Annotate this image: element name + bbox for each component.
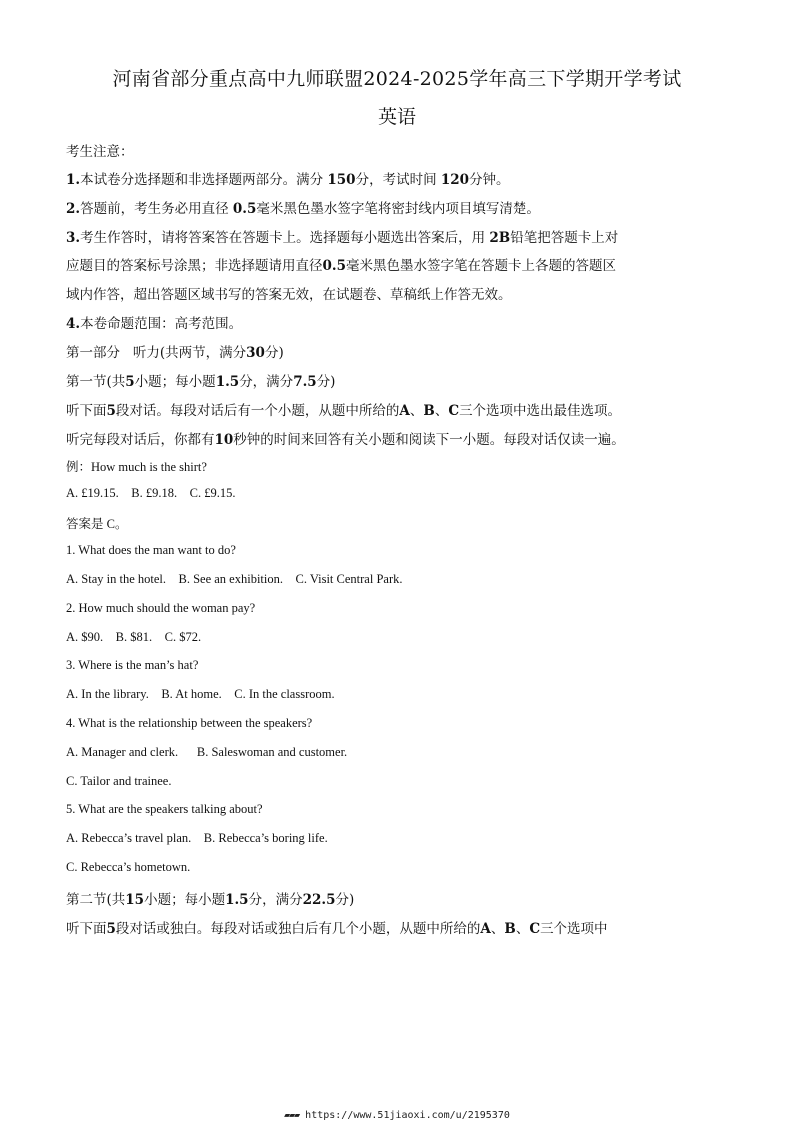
part1-heading: 第一部分 听力(共两节，满分30分): [66, 345, 284, 361]
note-1: 1.本试卷分选择题和非选择题两部分。满分 150分，考试时间 120分钟。: [66, 172, 510, 188]
note-3-cont: 应题目的答案标号涂黑；非选择题请用直径0.5毫米黑色墨水签字笔在答题卡上各题的答题区: [66, 258, 616, 274]
site-logo-icon: ▰▰▰: [284, 1110, 300, 1121]
section1-instructions-1: 听下面5段对话。每段对话后有一个小题，从题中所给的A、B、C三个选项中选出最佳选项。: [66, 403, 622, 419]
section1-instructions-2: 听完每段对话后，你都有10秒钟的时间来回答有关小题和阅读下一小题。每段对话仅读一遍。: [66, 432, 625, 448]
footer-watermark: [0, 1110, 794, 1121]
note-3-end: 域内作答，超出答题区域书写的答案无效，在试题卷、草稿纸上作答无效。: [66, 287, 512, 303]
footer-url[interactable]: https://www.51jiaoxi.com/u/2195370: [305, 1110, 510, 1121]
question-3: 3. Where is the man’s hat?: [66, 658, 199, 672]
example-options: A. £19.15. B. £9.18. C. £9.15.: [66, 486, 236, 500]
section1-heading: 第一节(共5小题；每小题1.5分，满分7.5分): [66, 374, 336, 390]
question-2-options: A. $90. B. $81. C. $72.: [66, 630, 202, 644]
question-2: 2. How much should the woman pay?: [66, 601, 256, 615]
question-4: 4. What is the relationship between the speakers?: [66, 716, 313, 730]
note-2: 2.答题前，考生务必用直径 0.5毫米黑色墨水签字笔将密封线内项目填写清楚。: [66, 201, 540, 217]
question-1: 1. What does the man want to do?: [66, 543, 236, 557]
question-4-options: A. Manager and clerk. B. Saleswoman and customer.: [66, 745, 348, 759]
exam-title: 河南省部分重点高中九师联盟2024-2025学年高三下学期开学考试: [112, 68, 682, 90]
note-3: 3.考生作答时，请将答案答在答题卡上。选择题每小题选出答案后，用 2B铅笔把答题卡上对: [66, 230, 619, 246]
notice-heading: 考生注意：: [66, 144, 134, 160]
note-4: 4.本卷命题范围：高考范围。: [66, 316, 243, 332]
example-question: 例：How much is the shirt?: [66, 460, 207, 474]
question-5: 5. What are the speakers talking about?: [66, 802, 263, 816]
question-5-option-c: C. Rebecca’s hometown.: [66, 860, 191, 874]
exam-subject: 英语: [377, 106, 416, 128]
example-answer: 答案是 C。: [66, 517, 128, 531]
section2-instructions: 听下面5段对话或独白。每段对话或独白后有几个小题，从题中所给的A、B、C三个选项中: [66, 921, 608, 937]
question-3-options: A. In the library. B. At home. C. In the classroom.: [66, 687, 335, 701]
question-1-options: A. Stay in the hotel. B. See an exhibition. C. Visit Central Park.: [66, 572, 403, 586]
section2-heading: 第二节(共15小题；每小题1.5分，满分22.5分): [66, 892, 355, 908]
question-4-option-c: C. Tailor and trainee.: [66, 774, 172, 788]
question-5-options: A. Rebecca’s travel plan. B. Rebecca’s boring life.: [66, 831, 328, 845]
